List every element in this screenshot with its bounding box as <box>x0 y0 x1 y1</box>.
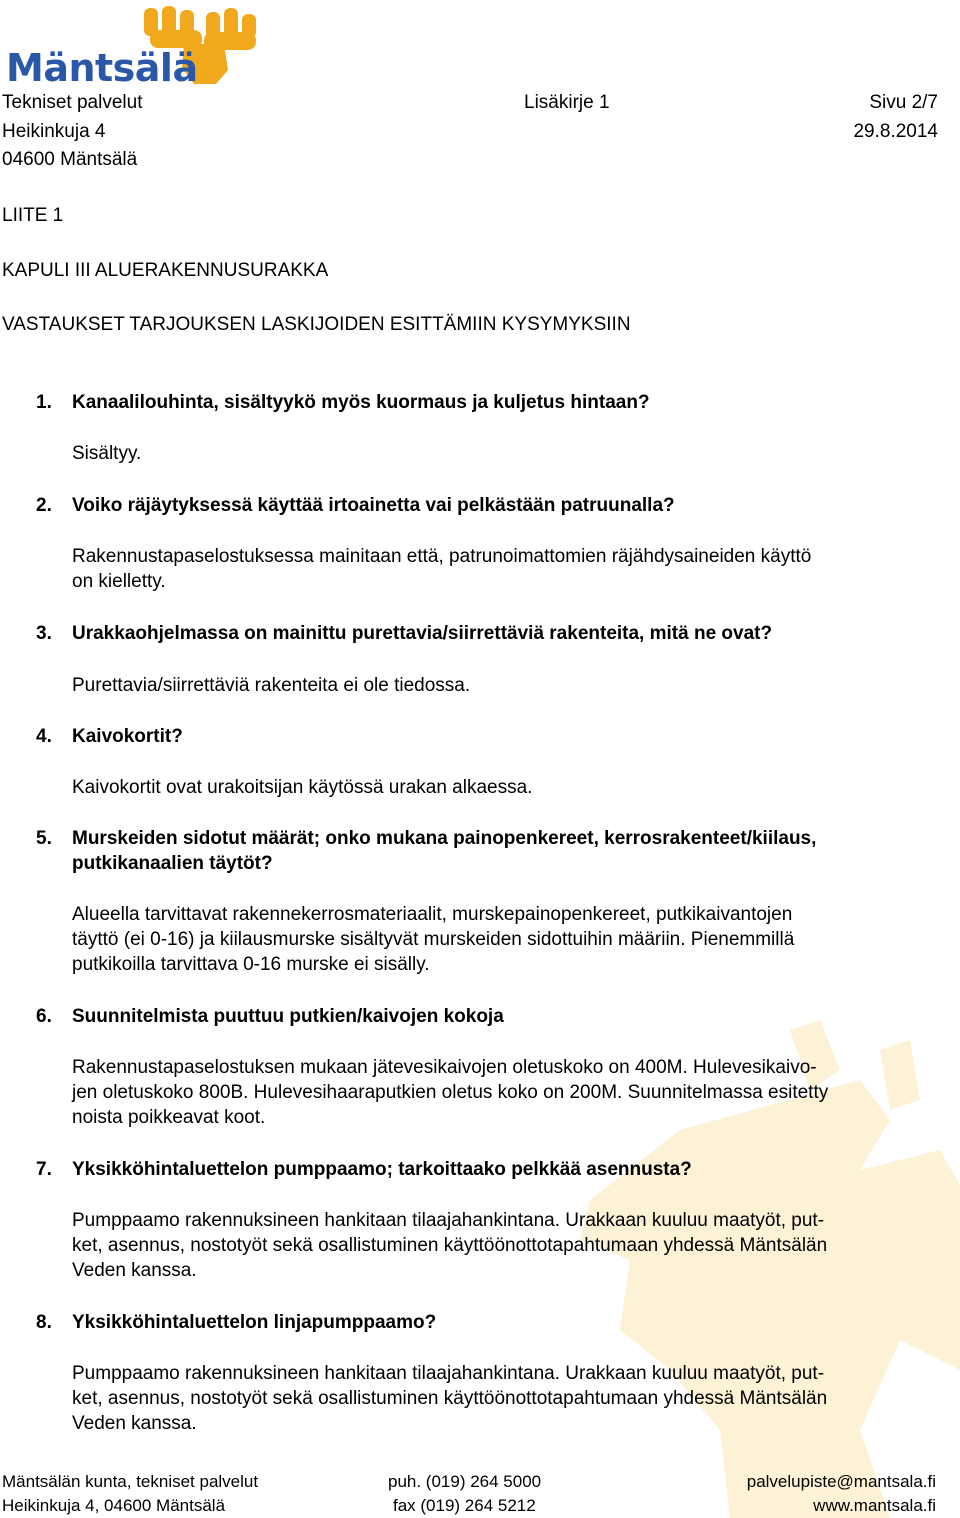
footer-email: palvelupiste@mantsala.fi <box>746 1472 936 1491</box>
item-1-question: Kanaalilouhinta, sisältyykö myös kuormaus ja kuljetus hintaan? <box>72 392 650 413</box>
item-7-question: Yksikköhintaluettelon pumppaamo; tarkoittaako pelkkää asennusta? <box>72 1159 692 1180</box>
item-1-answer: Sisältyy. <box>72 443 142 464</box>
logo-wordmark: Mäntsälä <box>6 46 198 90</box>
item-3-answer: Purettavia/siirrettäviä rakenteita ei ole tiedossa. <box>72 675 471 696</box>
header-page: Sivu 2/7 <box>869 92 938 113</box>
item-6-number: 6. <box>36 1006 52 1027</box>
appendix-title: LIITE 1 <box>2 205 64 226</box>
footer-address: Heikinkuja 4, 04600 Mäntsälä <box>2 1496 226 1515</box>
subject-title: VASTAUKSET TARJOUKSEN LASKIJOIDEN ESITTÄMIIN KYSYMYKSIIN <box>2 314 631 335</box>
footer-org: Mäntsälän kunta, tekniset palvelut <box>2 1472 259 1491</box>
item-5-answer: Alueella tarvittavat rakennekerrosmateriaalit, murskepainopenkereet, putkikaivantojen täyttö (ei 0-16) ja kiilausmurske sisältyvät murskeiden sidottuihin määriin. Pienemmillä putkikoilla tarvittava 0-16 murske ei sisälly. <box>72 904 795 975</box>
footer-phone: puh. (019) 264 5000 <box>388 1472 542 1491</box>
item-7-number: 7. <box>36 1159 52 1180</box>
item-1-number: 1. <box>36 392 52 413</box>
item-2-question: Voiko räjäytyksessä käyttää irtoainetta vai pelkästään patruunalla? <box>72 495 675 516</box>
item-5-number: 5. <box>36 828 52 849</box>
item-8-question: Yksikköhintaluettelon linjapumppaamo? <box>72 1312 437 1333</box>
header-city: 04600 Mäntsälä <box>2 149 138 170</box>
item-4-question: Kaivokortit? <box>72 726 183 747</box>
mantsala-logo <box>4 6 254 90</box>
header-attachment: Lisäkirje 1 <box>524 92 610 113</box>
item-8-number: 8. <box>36 1312 52 1333</box>
item-2-number: 2. <box>36 495 52 516</box>
item-8-answer: Pumppaamo rakennuksineen hankitaan tilaajahankintana. Urakkaan kuuluu maatyöt, put- ket, asennus, nostotyöt sekä osallistuminen käyttöönottotapahtumaan yhdessä Mäntsälän Veden kanssa. <box>72 1363 828 1434</box>
header-dept: Tekniset palvelut <box>2 92 143 113</box>
item-6-answer: Rakennustapaselostuksen mukaan jätevesikaivojen oletuskoko on 400M. Hulevesikaivo- jen oletuskoko 800B. Hulevesihaaraputkien oletus koko on 200M. Suunnitelmassa esitetty noista poikkeavat koot. <box>72 1057 829 1128</box>
header-date: 29.8.2014 <box>853 121 938 142</box>
item-4-answer: Kaivokortit ovat urakoitsijan käytössä urakan alkaessa. <box>72 777 533 798</box>
item-6-question: Suunnitelmista puuttuu putkien/kaivojen kokoja <box>72 1006 504 1027</box>
item-3-question: Urakkaohjelmassa on mainittu purettavia/siirrettäviä rakenteita, mitä ne ovat? <box>72 623 773 644</box>
item-3-number: 3. <box>36 623 52 644</box>
footer-fax: fax (019) 264 5212 <box>393 1496 536 1515</box>
item-7-answer: Pumppaamo rakennuksineen hankitaan tilaajahankintana. Urakkaan kuuluu maatyöt, put- ket, asennus, nostotyöt sekä osallistuminen käyttöönottotapahtumaan yhdessä Mäntsälän Veden kanssa. <box>72 1210 828 1281</box>
header-street: Heikinkuja 4 <box>2 121 106 142</box>
item-2-answer: Rakennustapaselostuksessa mainitaan että, patrunoimattomien räjähdysaineiden käyttö on kielletty. <box>72 546 812 592</box>
project-title: KAPULI III ALUERAKENNUSURAKKA <box>2 260 329 281</box>
item-5-question: Murskeiden sidotut määrät; onko mukana painopenkereet, kerrosrakenteet/kiilaus, putkikanaalien täytöt? <box>72 828 817 874</box>
item-4-number: 4. <box>36 726 52 747</box>
footer-web: www.mantsala.fi <box>813 1496 936 1515</box>
